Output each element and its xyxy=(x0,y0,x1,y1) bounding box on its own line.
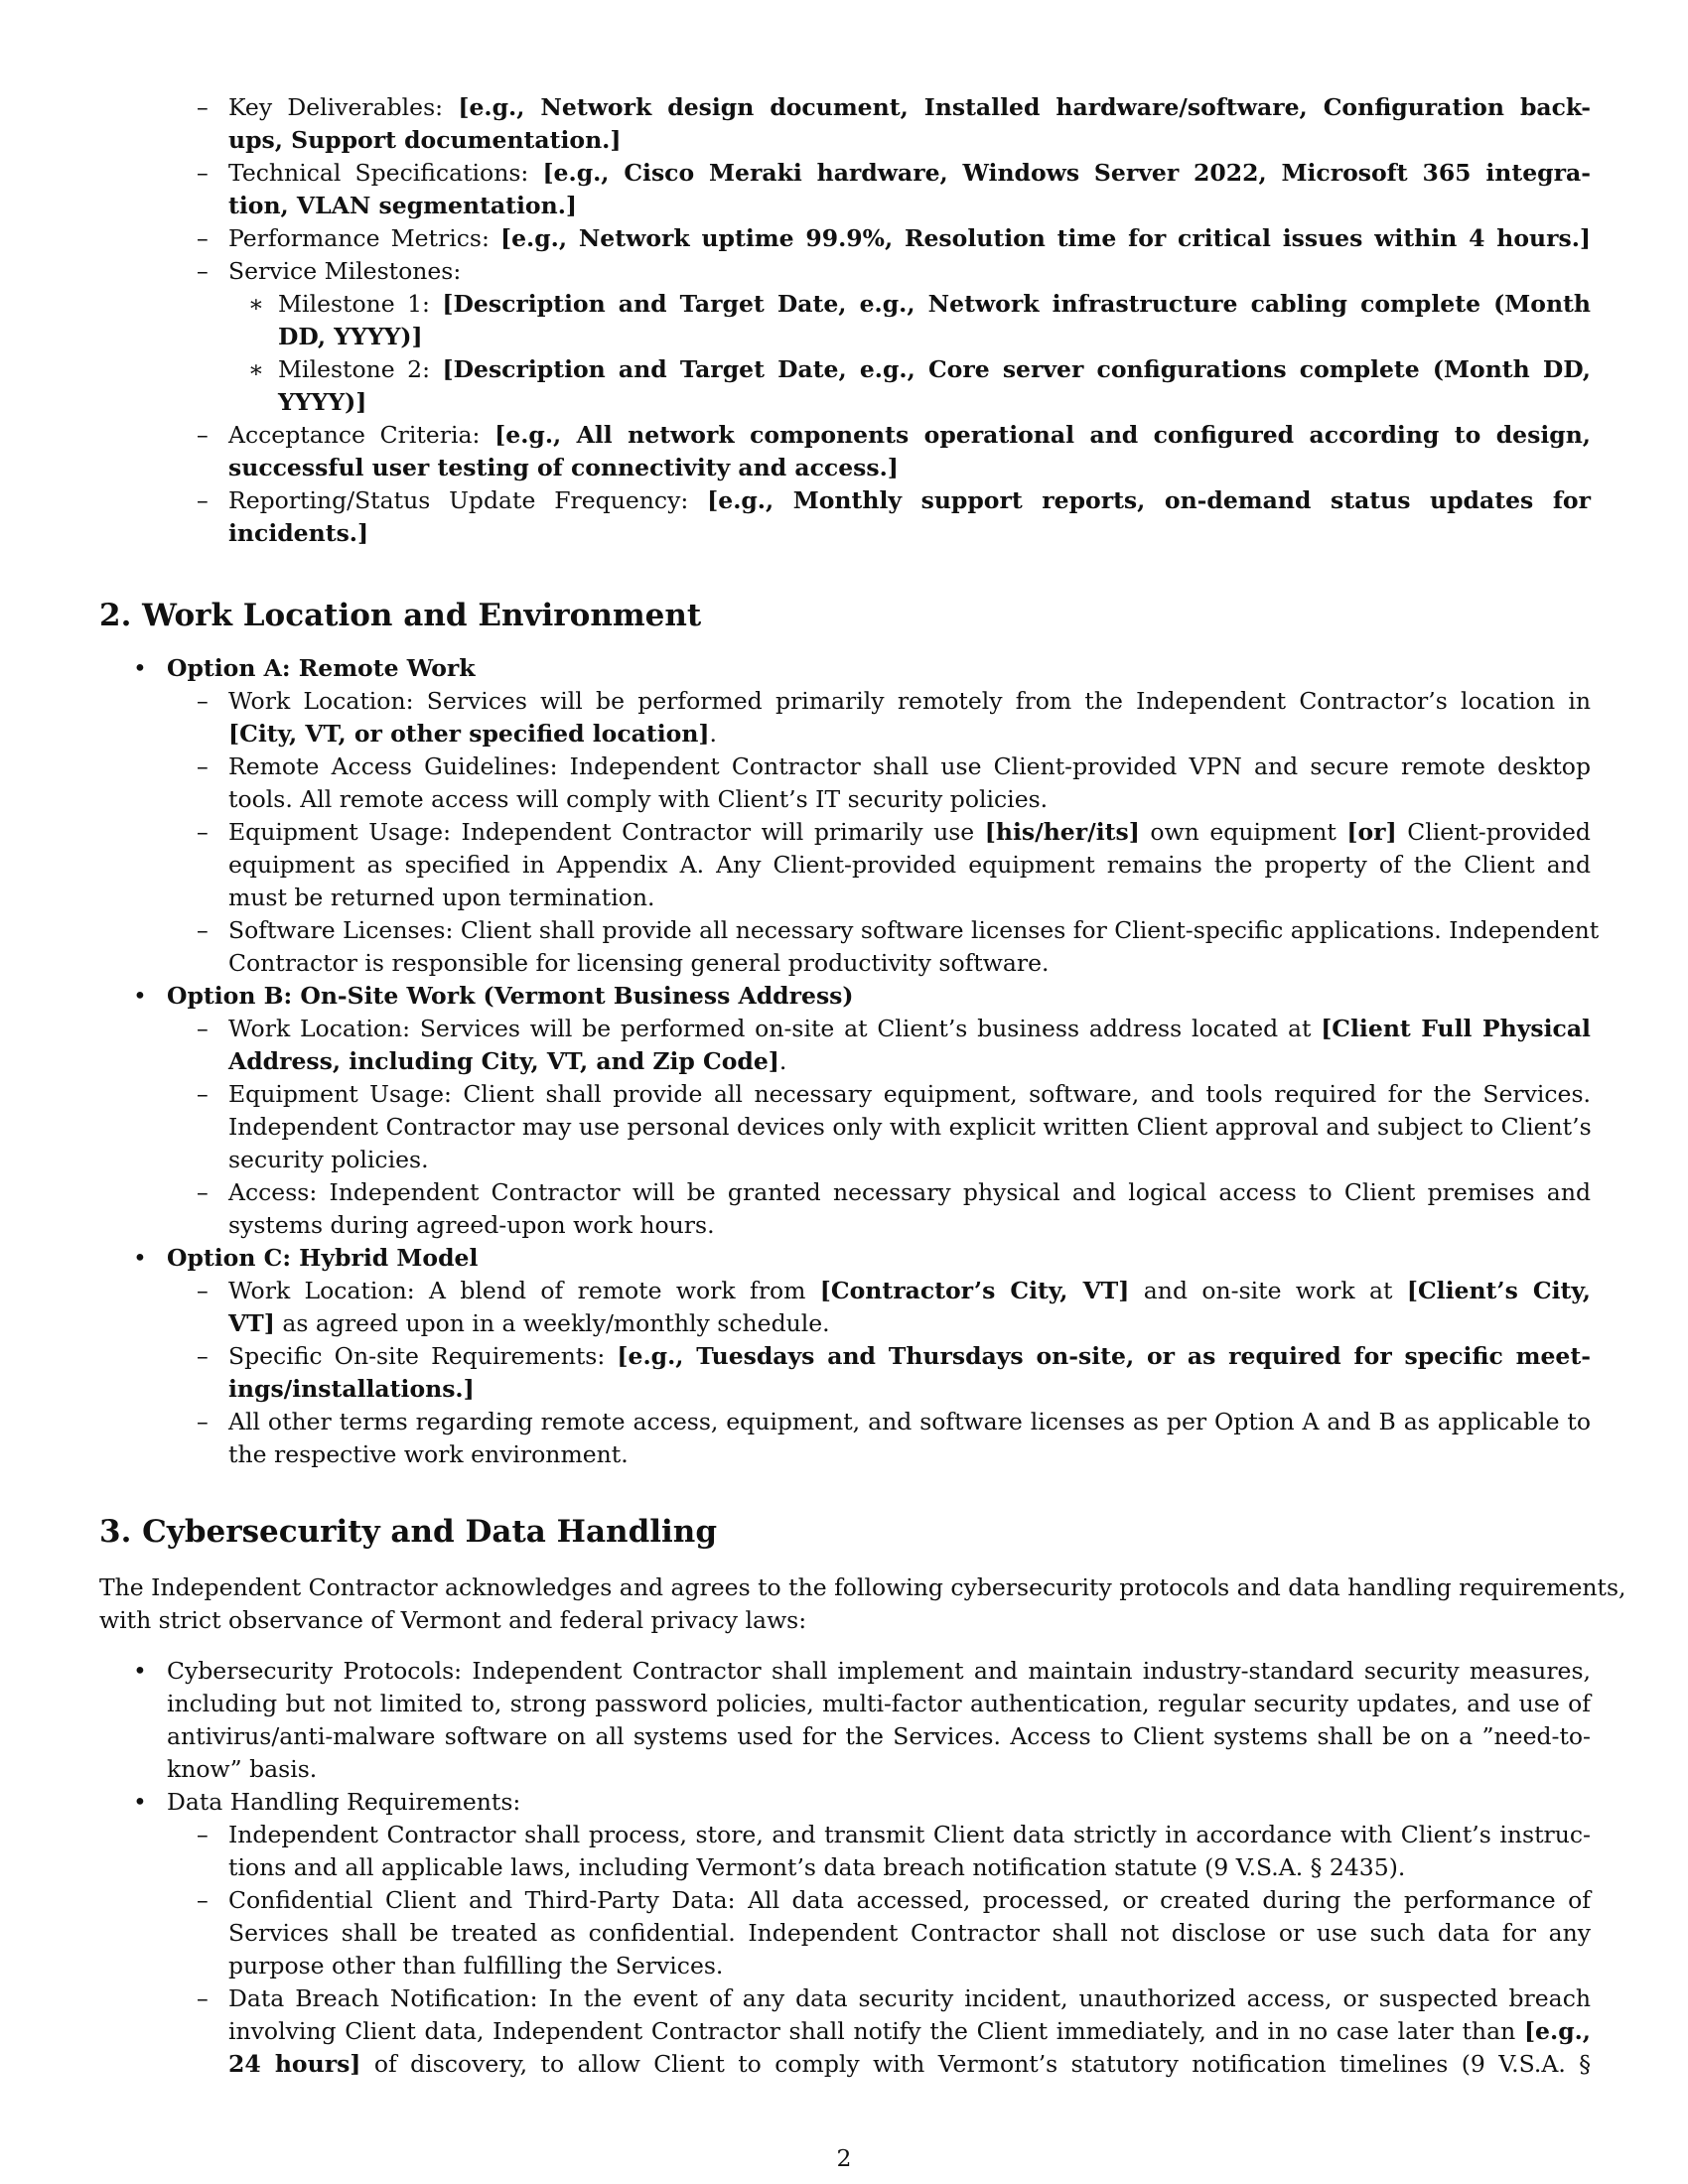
option-b-equipment-usage-cont: Independent Contractor may use personal devices only with explicit written Client approval and subject to Client’s xyxy=(228,1113,1592,1141)
reporting-line xyxy=(228,484,1591,517)
reporting-label: Reporting/Status Update Frequency: xyxy=(228,486,689,514)
dash-marker: – xyxy=(197,486,209,514)
star-marker: ∗ xyxy=(248,355,264,383)
text: and on-site work at xyxy=(1143,1277,1393,1304)
address-placeholder: [Client Full Physical xyxy=(1321,1015,1591,1042)
onsite-requirements-value: [e.g., Tuesdays and Thursdays on-site, or as required for specific meet- xyxy=(617,1342,1591,1370)
address-placeholder-cont: Address, including City, VT, and Zip Code] xyxy=(228,1047,779,1075)
bullet-marker: • xyxy=(133,982,147,1010)
timeframe-placeholder: [e.g., xyxy=(1523,2017,1591,2045)
confidential-data: Confidential Client and Third-Party Data: All data accessed, processed, or created during the performance of xyxy=(228,1886,1591,1914)
dash-marker: – xyxy=(197,93,209,121)
milestone-1-value-cont: DD, YYYY)] xyxy=(278,323,423,350)
dash-marker: – xyxy=(197,752,209,780)
option-c-work-location xyxy=(228,1275,1591,1307)
dash-marker: – xyxy=(197,687,209,715)
dash-marker: – xyxy=(197,1178,209,1206)
dash-marker: – xyxy=(197,1821,209,1848)
confidential-data-cont: purpose other than fulfilling the Services. xyxy=(228,1952,724,1979)
acceptance-criteria-value-cont: successful user testing of connectivity and access.] xyxy=(228,454,899,481)
acceptance-criteria-label: Acceptance Criteria: xyxy=(228,421,481,449)
option-a-location-placeholder: [City, VT, or other specified location] xyxy=(228,720,710,748)
cybersecurity-protocols-cont: including but not limited to, strong password policies, multi-factor authentication, regular security updates, and use of xyxy=(167,1690,1591,1717)
bullet-marker: • xyxy=(133,1657,147,1685)
text: Client-provided xyxy=(1407,818,1591,846)
milestone-1-line xyxy=(278,288,1591,321)
performance-metrics-value: [e.g., Network uptime 99.9%, Resolution time for critical issues within 4 hours.] xyxy=(499,224,1591,252)
milestone-2-line xyxy=(278,353,1591,386)
technical-specs-line xyxy=(228,157,1591,190)
client-city-placeholder-cont: VT] xyxy=(228,1309,275,1337)
text: Equipment Usage: Independent Contractor will primarily use xyxy=(228,818,975,846)
key-deliverables-value: [e.g., Network design document, Installed hardware/software, Configuration back- xyxy=(458,93,1591,121)
dash-marker: – xyxy=(197,1015,209,1042)
pronoun-placeholder: [his/her/its] xyxy=(984,818,1140,846)
cybersecurity-protocols-cont: know” basis. xyxy=(167,1755,318,1783)
acceptance-criteria-value: [e.g., All network components operational and configured according to design, xyxy=(494,421,1591,449)
dash-marker: – xyxy=(197,1408,209,1435)
option-b-work-location-cont xyxy=(228,1045,786,1078)
dash-marker: – xyxy=(197,159,209,187)
service-milestones-label: Service Milestones: xyxy=(228,257,462,285)
section-3-intro-cont: with strict observance of Vermont and federal privacy laws: xyxy=(99,1606,807,1634)
dash-marker: – xyxy=(197,1984,209,2012)
dash-marker: – xyxy=(197,1342,209,1370)
dash-marker: – xyxy=(197,1277,209,1304)
section-3-intro: The Independent Contractor acknowledges and agrees to the following cybersecurity protocols and data handling requirements, xyxy=(99,1573,1626,1601)
dash-marker: – xyxy=(197,224,209,252)
performance-metrics-label: Performance Metrics: xyxy=(228,224,490,252)
technical-specs-value-cont: tion, VLAN segmentation.] xyxy=(228,192,577,219)
option-a-title: Option A: Remote Work xyxy=(167,654,476,682)
key-deliverables-value-cont: ups, Support documentation.] xyxy=(228,126,622,154)
option-b-access-cont: systems during agreed-upon work hours. xyxy=(228,1211,715,1239)
option-b-equipment-usage: Equipment Usage: Client shall provide all necessary equipment, software, and tools required for the Services. xyxy=(228,1080,1591,1108)
milestone-2-value-cont: YYYY)] xyxy=(278,388,367,416)
data-handling-label: Data Handling Requirements: xyxy=(167,1788,521,1816)
data-processing: Independent Contractor shall process, store, and transmit Client data strictly in accordance with Client’s instruc- xyxy=(228,1821,1591,1848)
text: Work Location: A blend of remote work from xyxy=(228,1277,806,1304)
onsite-requirements xyxy=(228,1340,1591,1373)
milestone-2-label: Milestone 2: xyxy=(278,355,431,383)
text: own equipment xyxy=(1150,818,1336,846)
acceptance-criteria-line xyxy=(228,419,1591,452)
onsite-requirements-value-cont: ings/installations.] xyxy=(228,1375,475,1403)
key-deliverables-line xyxy=(228,91,1591,124)
option-c-work-location-cont xyxy=(228,1307,830,1340)
confidential-data-cont: Services shall be treated as confidential. Independent Contractor shall not disclose or use such data for any xyxy=(228,1919,1591,1947)
software-licenses-cont: Contractor is responsible for licensing general productivity software. xyxy=(228,949,1050,977)
contractor-city-placeholder: [Contractor’s City, VT] xyxy=(819,1277,1130,1304)
other-terms-cont: the respective work environment. xyxy=(228,1440,629,1468)
text: as agreed upon in a weekly/monthly schedule. xyxy=(282,1309,830,1337)
software-licenses: Software Licenses: Client shall provide all necessary software licenses for Client-specific applications. Independent xyxy=(228,916,1600,944)
option-a-work-location-cont xyxy=(228,718,717,751)
text: involving Client data, Independent Contractor shall notify the Client immediately, and in no case later than xyxy=(228,2017,1516,2045)
section-3-heading: 3. Cybersecurity and Data Handling xyxy=(99,1514,718,1550)
dash-marker: – xyxy=(197,916,209,944)
dash-marker: – xyxy=(197,818,209,846)
bullet-marker: • xyxy=(133,1244,147,1272)
reporting-value: [e.g., Monthly support reports, on-demand status updates for xyxy=(707,486,1591,514)
breach-notification: Data Breach Notification: In the event of any data security incident, unauthorized access, or suspected breach xyxy=(228,1984,1591,2012)
bullet-marker: • xyxy=(133,654,147,682)
onsite-requirements-label: Specific On-site Requirements: xyxy=(228,1342,606,1370)
milestone-1-label: Milestone 1: xyxy=(278,290,430,318)
bullet-marker: • xyxy=(133,1788,147,1816)
milestone-1-value: [Description and Target Date, e.g., Network infrastructure cabling complete (Month xyxy=(442,290,1591,318)
client-city-placeholder: [Client’s City, xyxy=(1406,1277,1591,1304)
or-placeholder: [or] xyxy=(1346,818,1397,846)
dash-marker: – xyxy=(197,1886,209,1914)
dash-marker: – xyxy=(197,421,209,449)
option-c-title: Option C: Hybrid Model xyxy=(167,1244,479,1272)
timeframe-placeholder-cont: 24 hours] xyxy=(228,2050,361,2078)
option-a-equipment-usage xyxy=(228,816,1591,849)
option-b-work-location xyxy=(228,1013,1591,1045)
option-a-work-location: Work Location: Services will be performed primarily remotely from the Independent Contractor’s location in xyxy=(228,687,1591,715)
performance-metrics-line xyxy=(228,222,1591,255)
technical-specs-value: [e.g., Cisco Meraki hardware, Windows Server 2022, Microsoft 365 integra- xyxy=(542,159,1591,187)
dash-marker: – xyxy=(197,257,209,285)
option-a-equipment-usage-cont: equipment as specified in Appendix A. Any Client-provided equipment remains the property of the Client and xyxy=(228,851,1591,879)
milestone-2-value: [Description and Target Date, e.g., Core server configurations complete (Month DD, xyxy=(442,355,1591,383)
technical-specs-label: Technical Specifications: xyxy=(228,159,529,187)
option-b-access: Access: Independent Contractor will be granted necessary physical and logical access to Client premises and xyxy=(228,1178,1591,1206)
cybersecurity-protocols-cont: antivirus/anti-malware software on all systems used for the Services. Access to Client systems shall be on a ”need-to- xyxy=(167,1722,1591,1750)
other-terms: All other terms regarding remote access, equipment, and software licenses as per Option A and B as applicable to xyxy=(228,1408,1591,1435)
period: . xyxy=(709,720,718,748)
period: . xyxy=(778,1047,787,1075)
option-b-title: Option B: On-Site Work (Vermont Business Address) xyxy=(167,982,854,1010)
reporting-value-cont: incidents.] xyxy=(228,519,369,547)
cybersecurity-protocols: Cybersecurity Protocols: Independent Contractor shall implement and maintain industry-standard security measures, xyxy=(167,1657,1591,1685)
dash-marker: – xyxy=(197,1080,209,1108)
remote-access-guidelines: Remote Access Guidelines: Independent Contractor shall use Client-provided VPN and secure remote desktop xyxy=(228,752,1591,780)
text: Work Location: Services will be performed on-site at Client’s business address located at xyxy=(228,1015,1312,1042)
breach-notification-cont xyxy=(228,2015,1591,2048)
text: of discovery, to allow Client to comply with Vermont’s statutory notification timelines (9 V.S.A. § xyxy=(373,2050,1591,2078)
section-2-heading: 2. Work Location and Environment xyxy=(99,598,702,633)
key-deliverables-label: Key Deliverables: xyxy=(228,93,444,121)
option-a-equipment-usage-cont: must be returned upon termination. xyxy=(228,884,655,911)
option-b-equipment-usage-cont: security policies. xyxy=(228,1146,429,1173)
star-marker: ∗ xyxy=(248,290,264,318)
remote-access-guidelines-cont: tools. All remote access will comply with Client’s IT security policies. xyxy=(228,785,1049,813)
breach-notification-cont xyxy=(228,2048,1591,2081)
page-number: 2 xyxy=(836,2144,852,2172)
data-processing-cont: tions and all applicable laws, including Vermont’s data breach notification statute (9 V.S.A. § 2435). xyxy=(228,1853,1406,1881)
